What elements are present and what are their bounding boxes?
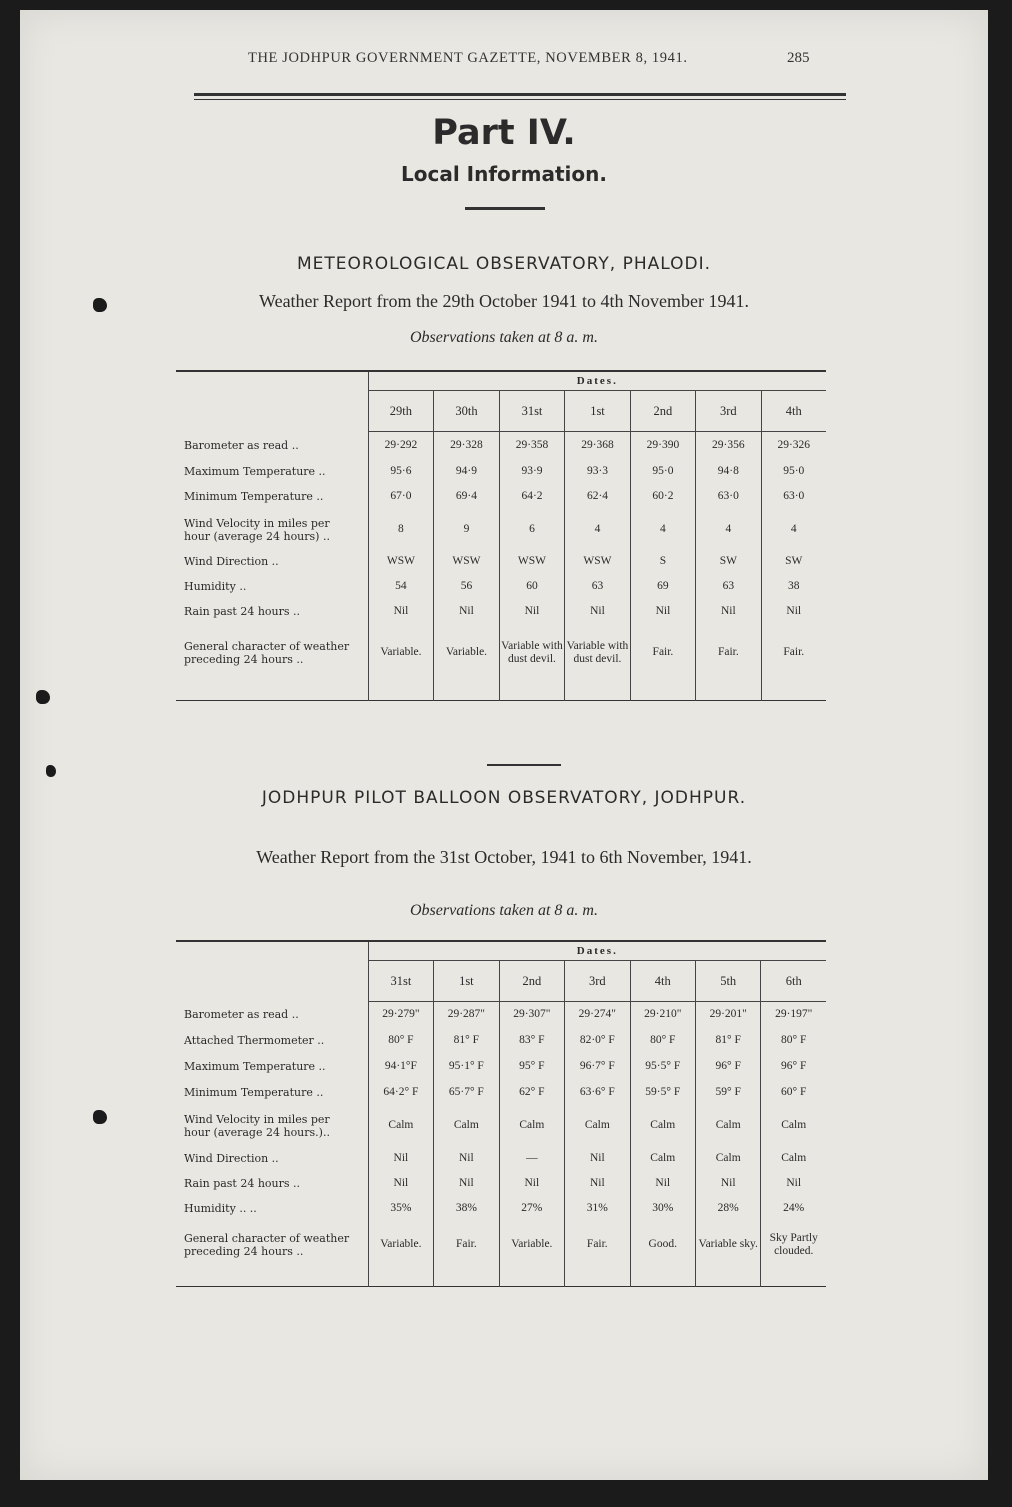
data-cell: 94·1°F (368, 1054, 434, 1080)
data-cell: Nil (434, 1146, 499, 1172)
header-rule (194, 99, 846, 100)
row-label-line: Barometer as read .. (184, 1008, 299, 1021)
data-cell: Fair. (630, 624, 695, 682)
observatory-title: METEOROLOGICAL OBSERVATORY, PHALODI. (296, 254, 712, 274)
data-cell: Nil (434, 1172, 499, 1196)
row-label (176, 550, 368, 574)
punch-hole (46, 765, 56, 777)
bottom-spacer (565, 1268, 630, 1287)
table-row (176, 1222, 826, 1268)
data-cell: Nil (368, 600, 434, 624)
data-cell: 29·358 (499, 432, 565, 460)
day-header: 1st (565, 391, 631, 432)
data-cell: Calm (695, 1146, 760, 1172)
data-cell: Variable with dust devil. (499, 624, 565, 682)
data-cell: 29·201" (695, 1002, 760, 1028)
data-cell: 82·0° F (565, 1028, 630, 1054)
data-cell: Nil (695, 1172, 760, 1196)
data-cell: 30% (630, 1196, 695, 1222)
data-cell: 80° F (761, 1028, 826, 1054)
data-cell: Calm (630, 1146, 695, 1172)
bottom-spacer (434, 682, 500, 701)
table-row (176, 1106, 826, 1146)
data-cell: WSW (368, 550, 434, 574)
data-cell: Good. (630, 1222, 695, 1268)
row-label (176, 484, 368, 510)
data-cell: 67·0 (368, 484, 434, 510)
table-row (176, 432, 826, 460)
data-cell: Nil (434, 600, 500, 624)
data-cell: 62·4 (565, 484, 631, 510)
row-label-line: Wind Velocity in miles per (184, 1112, 330, 1126)
table-header-row (176, 941, 826, 961)
data-cell: 8 (368, 510, 434, 550)
data-cell: 38% (434, 1196, 499, 1222)
data-cell: 63 (696, 574, 761, 600)
row-label-line: Humidity .. .. (184, 1202, 257, 1215)
table-row (176, 1054, 826, 1080)
data-cell: Nil (368, 1172, 434, 1196)
day-header: 4th (761, 391, 826, 432)
data-cell: 69 (630, 574, 695, 600)
data-cell: 83° F (499, 1028, 565, 1054)
data-cell: 63·0 (696, 484, 761, 510)
data-cell: 96·7° F (565, 1054, 630, 1080)
gazette-page (20, 10, 988, 1480)
observation-time: Observations taken at 8 a. m. (410, 329, 598, 346)
data-cell: 4 (630, 510, 695, 550)
bottom-spacer (565, 682, 631, 701)
report-period: Weather Report from the 29th October 1941 to 4th November 1941. (259, 291, 749, 311)
row-label-line: Rain past 24 hours .. (184, 605, 301, 618)
bottom-spacer (630, 682, 695, 701)
data-cell: 69·4 (434, 484, 500, 510)
data-cell: 6 (499, 510, 565, 550)
data-cell: 29·326 (761, 432, 826, 460)
data-cell: 81° F (434, 1028, 499, 1054)
day-header: 3rd (696, 391, 761, 432)
bottom-spacer (176, 1268, 368, 1287)
data-cell: 38 (761, 574, 826, 600)
row-label (176, 510, 368, 550)
bottom-spacer (499, 1268, 565, 1287)
data-cell: 94·9 (434, 460, 500, 484)
row-label (176, 600, 368, 624)
row-label-line: hour (average 24 hours.).. (184, 1125, 330, 1139)
data-cell: Nil (630, 1172, 695, 1196)
data-cell: 29·356 (696, 432, 761, 460)
data-cell: 63·0 (761, 484, 826, 510)
table-bottom-row (176, 682, 826, 701)
data-cell: 29·197" (761, 1002, 826, 1028)
data-cell: 59·5° F (630, 1080, 695, 1106)
data-cell: 59° F (695, 1080, 760, 1106)
day-header: 1st (434, 961, 499, 1002)
data-cell: 62° F (499, 1080, 565, 1106)
data-cell: 93·3 (565, 460, 631, 484)
dates-label: Dates. (368, 371, 826, 391)
data-cell: 56 (434, 574, 500, 600)
day-header: 2nd (630, 391, 695, 432)
data-cell: 60·2 (630, 484, 695, 510)
table-row (176, 1028, 826, 1054)
data-cell: WSW (434, 550, 500, 574)
data-cell: 64·2° F (368, 1080, 434, 1106)
bottom-spacer (368, 1268, 434, 1287)
bottom-spacer (761, 682, 826, 701)
data-cell: Nil (630, 600, 695, 624)
row-label-line: hour (average 24 hours) .. (184, 529, 330, 543)
day-header: 31st (499, 391, 565, 432)
day-header: 6th (761, 961, 826, 1002)
data-cell: 24% (761, 1196, 826, 1222)
bottom-spacer (368, 682, 434, 701)
row-label (176, 624, 368, 682)
data-cell: Calm (695, 1106, 760, 1146)
row-label-line: Minimum Temperature .. (184, 490, 324, 503)
header-rule (194, 93, 846, 96)
data-cell: 81° F (695, 1028, 760, 1054)
data-cell: Nil (761, 600, 826, 624)
data-cell: Nil (761, 1172, 826, 1196)
day-header: 30th (434, 391, 500, 432)
header-blank (176, 371, 368, 432)
data-cell: 35% (368, 1196, 434, 1222)
data-cell: Calm (630, 1106, 695, 1146)
data-cell: 29·307" (499, 1002, 565, 1028)
table-row (176, 460, 826, 484)
table-row (176, 550, 826, 574)
data-cell: Variable sky. (695, 1222, 760, 1268)
row-label (176, 574, 368, 600)
day-header: 3rd (565, 961, 630, 1002)
row-label-line: General character of weather (184, 1231, 350, 1245)
bottom-spacer (761, 1268, 826, 1287)
data-cell: — (499, 1146, 565, 1172)
data-cell: 95·0 (761, 460, 826, 484)
data-cell: Sky Partly clouded. (761, 1222, 826, 1268)
data-cell: Nil (368, 1146, 434, 1172)
data-cell: Nil (696, 600, 761, 624)
data-cell: 96° F (761, 1054, 826, 1080)
row-label (176, 1028, 368, 1054)
data-cell: S (630, 550, 695, 574)
punch-hole (93, 1110, 107, 1124)
data-cell: 31% (565, 1196, 630, 1222)
table-row (176, 574, 826, 600)
row-label (176, 1196, 368, 1222)
part-subtitle: Local Information. (401, 162, 607, 186)
data-cell: 28% (695, 1196, 760, 1222)
data-cell: Variable. (368, 624, 434, 682)
day-header: 4th (630, 961, 695, 1002)
data-cell: Fair. (434, 1222, 499, 1268)
data-cell: Fair. (696, 624, 761, 682)
table-row (176, 1172, 826, 1196)
row-label (176, 432, 368, 460)
data-cell: 29·287" (434, 1002, 499, 1028)
title-flourish (465, 207, 545, 210)
row-label (176, 1172, 368, 1196)
data-cell: Calm (565, 1106, 630, 1146)
data-cell: 80° F (368, 1028, 434, 1054)
data-cell: 80° F (630, 1028, 695, 1054)
day-header: 31st (368, 961, 434, 1002)
data-cell: 95·0 (630, 460, 695, 484)
row-label-line: Wind Direction .. (184, 1152, 279, 1165)
data-cell: 54 (368, 574, 434, 600)
day-header: 29th (368, 391, 434, 432)
data-cell: 29·274" (565, 1002, 630, 1028)
dates-label: Dates. (368, 941, 826, 961)
data-cell: 29·279" (368, 1002, 434, 1028)
data-cell: Variable. (499, 1222, 565, 1268)
row-label (176, 1222, 368, 1268)
section-divider (487, 764, 561, 766)
row-label-line: Barometer as read .. (184, 439, 299, 452)
bottom-spacer (695, 1268, 760, 1287)
data-cell: 4 (696, 510, 761, 550)
data-cell: 60° F (761, 1080, 826, 1106)
table-header-row (176, 371, 826, 391)
row-label-line: Minimum Temperature .. (184, 1086, 324, 1099)
data-cell: SW (696, 550, 761, 574)
data-cell: 95·1° F (434, 1054, 499, 1080)
row-label (176, 1002, 368, 1028)
table-row (176, 600, 826, 624)
data-cell: 63·6° F (565, 1080, 630, 1106)
bottom-spacer (499, 682, 565, 701)
data-cell: 60 (499, 574, 565, 600)
report-period: Weather Report from the 31st October, 1941 to 6th November, 1941. (256, 847, 752, 867)
row-label-line: Rain past 24 hours .. (184, 1177, 301, 1190)
data-cell: WSW (565, 550, 631, 574)
data-cell: 4 (565, 510, 631, 550)
weather-table-phalodi (176, 370, 826, 701)
row-label-line: General character of weather (184, 639, 350, 653)
part-title: Part IV. (432, 113, 576, 153)
day-header: 2nd (499, 961, 565, 1002)
row-label (176, 460, 368, 484)
data-cell: 4 (761, 510, 826, 550)
weather-table-jodhpur (176, 940, 826, 1287)
data-cell: Nil (565, 1146, 630, 1172)
bottom-spacer (630, 1268, 695, 1287)
row-label-line: preceding 24 hours .. (184, 652, 304, 666)
row-label (176, 1146, 368, 1172)
table-row (176, 1002, 826, 1028)
data-cell: 9 (434, 510, 500, 550)
page-number: 285 (787, 50, 810, 66)
row-label (176, 1054, 368, 1080)
data-cell: 94·8 (696, 460, 761, 484)
row-label-line: Maximum Temperature .. (184, 465, 326, 478)
data-cell: SW (761, 550, 826, 574)
header-blank (176, 941, 368, 1002)
data-cell: 95° F (499, 1054, 565, 1080)
data-cell: 93·9 (499, 460, 565, 484)
data-cell: WSW (499, 550, 565, 574)
table-row (176, 624, 826, 682)
data-cell: 29·390 (630, 432, 695, 460)
running-title: THE JODHPUR GOVERNMENT GAZETTE, NOVEMBER 8, 1941. (248, 50, 688, 66)
data-cell: 95·5° F (630, 1054, 695, 1080)
data-cell: 96° F (695, 1054, 760, 1080)
data-cell: Variable. (434, 624, 500, 682)
table-row (176, 1146, 826, 1172)
table-row (176, 510, 826, 550)
day-header: 5th (695, 961, 760, 1002)
data-cell: Nil (499, 1172, 565, 1196)
data-cell: 29·368 (565, 432, 631, 460)
row-label-line: Wind Velocity in miles per (184, 516, 330, 530)
row-label-line: preceding 24 hours .. (184, 1244, 304, 1258)
data-cell: 65·7° F (434, 1080, 499, 1106)
data-cell: Fair. (761, 624, 826, 682)
observatory-title: JODHPUR PILOT BALLOON OBSERVATORY, JODHPUR. (261, 788, 747, 808)
row-label (176, 1106, 368, 1146)
row-label-line: Humidity .. (184, 580, 247, 593)
table-row (176, 1196, 826, 1222)
row-label (176, 1080, 368, 1106)
table-row (176, 484, 826, 510)
data-cell: Calm (434, 1106, 499, 1146)
data-cell: Calm (499, 1106, 565, 1146)
observation-time: Observations taken at 8 a. m. (410, 902, 598, 919)
data-cell: Variable with dust devil. (565, 624, 631, 682)
bottom-spacer (696, 682, 761, 701)
row-label-line: Attached Thermometer .. (184, 1034, 325, 1047)
row-label-line: Maximum Temperature .. (184, 1060, 326, 1073)
data-cell: Nil (565, 1172, 630, 1196)
data-cell: 64·2 (499, 484, 565, 510)
data-cell: Calm (761, 1146, 826, 1172)
data-cell: Nil (565, 600, 631, 624)
data-cell: 29·328 (434, 432, 500, 460)
table-row (176, 1080, 826, 1106)
data-cell: Nil (499, 600, 565, 624)
bottom-spacer (176, 682, 368, 701)
punch-hole (36, 690, 50, 704)
data-cell: 29·210" (630, 1002, 695, 1028)
data-cell: Calm (368, 1106, 434, 1146)
bottom-spacer (434, 1268, 499, 1287)
row-label-line: Wind Direction .. (184, 555, 279, 568)
data-cell: 95·6 (368, 460, 434, 484)
data-cell: 29·292 (368, 432, 434, 460)
data-cell: Variable. (368, 1222, 434, 1268)
data-cell: 63 (565, 574, 631, 600)
data-cell: 27% (499, 1196, 565, 1222)
data-cell: Fair. (565, 1222, 630, 1268)
data-cell: Calm (761, 1106, 826, 1146)
table-bottom-row (176, 1268, 826, 1287)
